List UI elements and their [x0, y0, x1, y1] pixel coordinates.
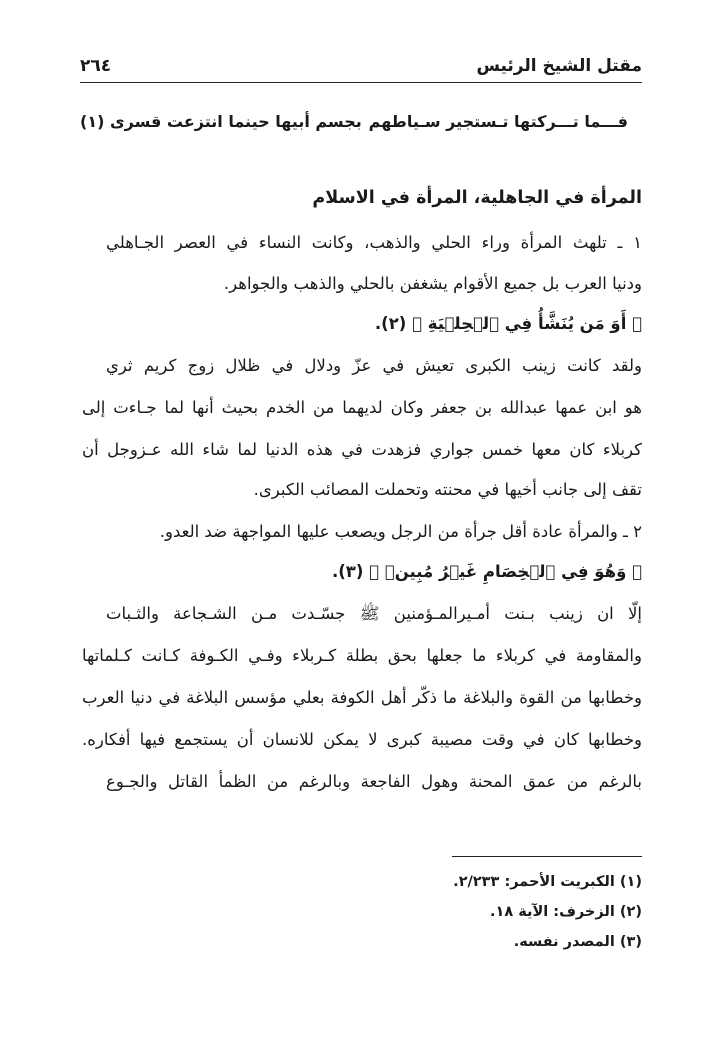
text-line: هو ابن عمها عبدالله بن جعفر وكان لديهما من الخدم بحيث أنها لما جـاءت إلى: [82, 398, 642, 417]
text-line: ٢ ـ والمرأة عادة أقل جرأة من الرجل ويصعب عليها المواجهة ضد العدو.: [159, 522, 642, 541]
verse-first-hemistich: فـــما تـــركتها تـستجير سـياطهم: [368, 112, 628, 131]
quran-verse-line: ﴿ وَهُوَ فِي ٱلۡخِصَامِ غَيۡرُ مُبِينٖ ﴾ (٣).: [331, 562, 642, 581]
footnote-divider: [452, 856, 642, 857]
text-line: ودنيا العرب بل جميع الأقوام يشغفن بالحلي والذهب والجواهر.: [223, 274, 642, 293]
text-line: ١ ـ تلهث المرأة وراء الحلي والذهب، وكانت النساء في العصر الجـاهلي: [106, 233, 642, 252]
text-line: ولقد كانت زينب الكبرى تعيش في عزّ ودلال في ظلال زوج كريم ثري: [106, 356, 642, 375]
footnote-2: (٢) الزخرف: الآية ١٨.: [489, 904, 642, 920]
text-line: كربلاء كان معها خمس جواري فزهدت في هذه الدنيا لما شاء الله عـزوجل أن: [82, 440, 642, 459]
section-heading: المرأة في الجاهلية، المرأة في الاسلام: [312, 188, 642, 208]
text-line: إلّا ان زينب بـنت أمـيرالمـؤمنين ﷺ جسّـدت مـن الشـجاعة والثـبات: [106, 604, 642, 623]
verse-second-hemistich: بجسم أبيها حينما انتزعت قسرى (١): [80, 112, 362, 131]
quran-verse-line: ﴿ أَوَ مَن يُنَشَّأُ فِي ٱلۡحِلۡيَةِ ﴾ (٢).: [374, 314, 642, 333]
text-line: والمقاومة في كربلاء ما جعلها بحق بطلة كـربلاء وفـي الكـوفة كـانت كـلماتها: [82, 646, 642, 665]
page-number: ٢٦٤: [80, 56, 112, 76]
text-line: وخطابها من القوة والبلاغة ما ذكّر أهل الكوفة بعلي مؤسس البلاغة في دنيا العرب: [82, 688, 642, 707]
text-line: وخطابها كان في وقت مصيبة كبرى لا يمكن للانسان أن يستجمع فيها أفكاره.: [82, 730, 642, 749]
footnote-3: (٣) المصدر نفسه.: [513, 934, 642, 950]
book-title: مقتل الشيخ الرئيس: [476, 56, 642, 76]
poetry-verse: [80, 108, 642, 138]
footnote-1: (١) الكبريت الأحمر: ٢/٢٣٣.: [453, 874, 642, 890]
page-header: [80, 52, 642, 83]
text-line: بالرغم من عمق المحنة وهول الفاجعة وبالرغم من الظمأ القاتل والجـوع: [106, 772, 642, 791]
text-line: تقف إلى جانب أخيها في محنته وتحملت المصائب الكبرى.: [253, 480, 642, 499]
